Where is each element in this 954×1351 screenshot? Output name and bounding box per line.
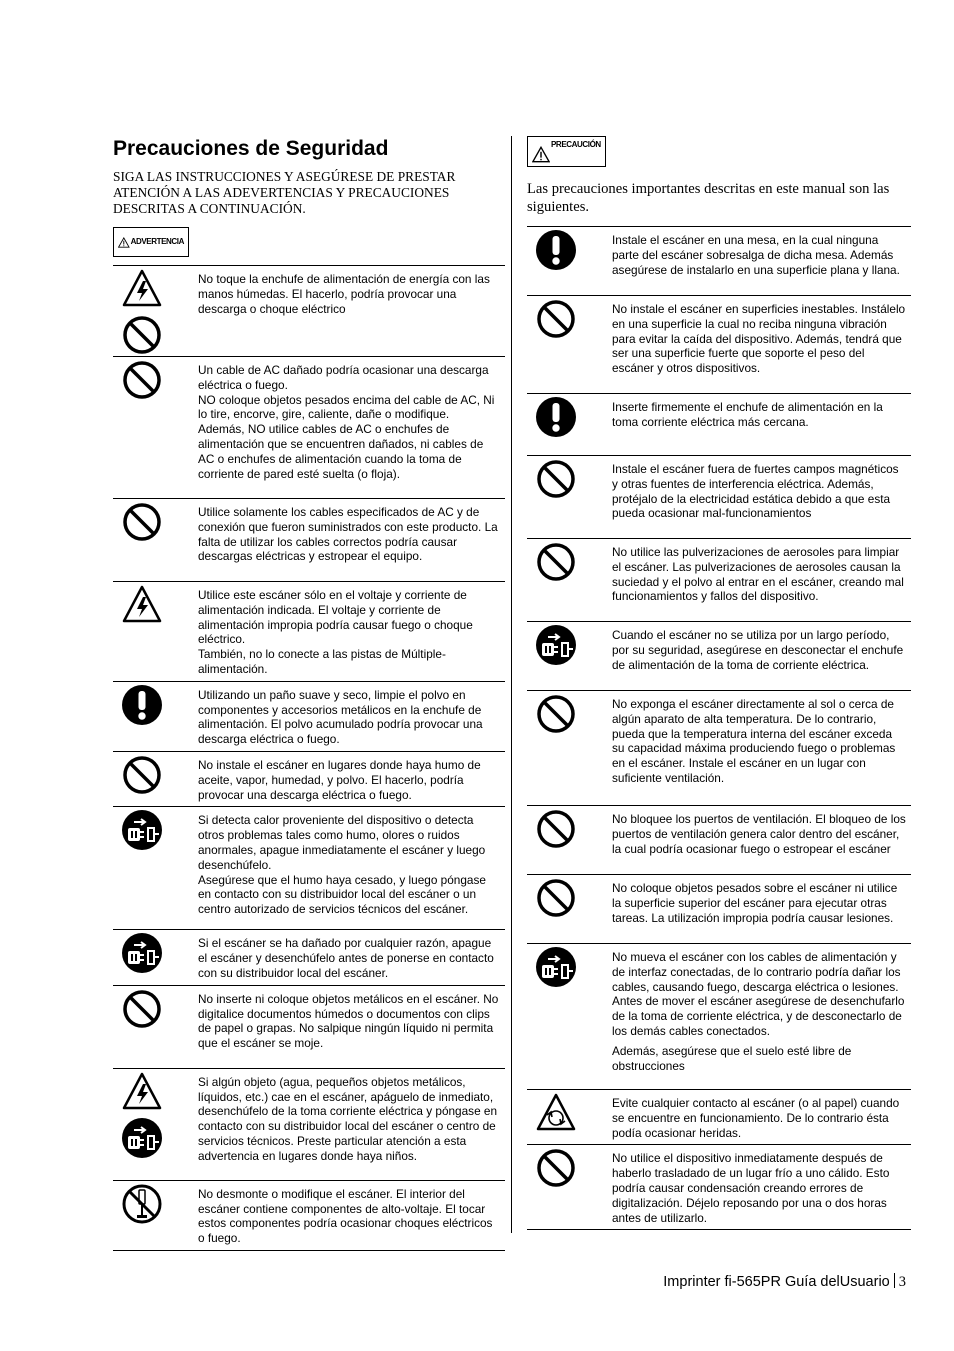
caution-paragraph: Instale el escáner fuera de fuertes campos magnéticos y otras fuentes de interferencia eléctrica. Además, protéjalo de la electricidad estática debido a que esta pueda ocasionar mal-funcionamientos — [612, 462, 899, 521]
warning-row-text — [198, 930, 505, 984]
caution-paragraph: Además, asegúrese que el suelo esté libre de obstrucciones — [612, 1043, 852, 1073]
caution-row-text — [612, 806, 911, 874]
warning-row-text — [198, 266, 505, 356]
caution-paragraph: No mueva el escáner con los cables de alimentación y de interfaz conectadas, de lo contrario podría dañar los cables, causando fuego, descarga eléctrica o lesiones. Antes de mover el escáner asegúrese de desenchufarlo de la toma de corriente eléctrica, y de desconectarlo de los demás cables conectados. — [612, 950, 905, 1038]
page-title: Precauciones de Seguridad — [113, 137, 389, 160]
footer-title: Imprinter fi-565PR Guía delUsuario — [663, 1274, 890, 1290]
page-footer — [663, 1273, 906, 1291]
caution-row-icons — [527, 296, 612, 393]
caution-row-icons — [527, 806, 612, 874]
caution-paragraph: No instale el escáner en superficies inestables. Instálelo en una superficie la cual no reciba ninguna vibración para evitar la caída del dispositivo. Además, tendrá que ser una superficie fuerte que soporte el peso del escáner y otros dispositivos. — [612, 302, 906, 376]
warning-paragraph: Utilice solamente los cables especificados de AC y de conexión que fueron suministrados con este producto. La falta de utilizar los cables correctos podría causar descargas eléctricas y estropear el equipo. — [198, 505, 498, 564]
caution-paragraph: Evite cualquier contacto al escáner (o al papel) cuando se encuentre en funcionamiento. De lo contrario ésta podía ocasionar heridas. — [612, 1096, 900, 1140]
warning-row-text — [198, 986, 505, 1068]
caution-row-text — [612, 691, 911, 805]
prohibited-icon — [535, 1147, 577, 1189]
warning-row-text — [198, 499, 505, 581]
page-number: 3 — [898, 1274, 906, 1290]
warning-label-text: ADVERTENCIA — [130, 237, 184, 246]
caution-row — [527, 394, 911, 456]
caution-row-icons — [527, 394, 612, 455]
warning-row — [113, 752, 505, 807]
shock-icon — [121, 268, 163, 310]
prohibited-icon — [121, 501, 163, 543]
caution-row — [527, 622, 911, 691]
caution-row-icons — [527, 1145, 612, 1229]
caution-row — [527, 875, 911, 944]
prohibited-icon — [535, 298, 577, 340]
footer-separator — [894, 1273, 895, 1288]
prohibited-icon — [121, 754, 163, 796]
caution-row-text — [612, 1090, 911, 1144]
caution-paragraph: Instale el escáner en una mesa, en la cual ninguna parte del escáner sobresalga de dicha mesa. Además asegúrese de instalarlo en una superficie plana y llana. — [612, 233, 900, 277]
caution-paragraph: No utilice las pulverizaciones de aerosoles para limpiar el escáner. Las pulverizaciones de aerosoles causan la suciedad y el polvo al entrar en el escáner, creando mal funcionamientos y fallos del dispositivo. — [612, 545, 904, 604]
caution-row-icons — [527, 622, 612, 690]
warning-row — [113, 1181, 505, 1251]
caution-row-text — [612, 944, 911, 1089]
caution-row — [527, 296, 911, 394]
prohibited-icon — [121, 314, 163, 356]
caution-row — [527, 944, 911, 1090]
warnings-table — [113, 265, 505, 1251]
mandatory-icon — [121, 684, 163, 726]
warning-row-text — [198, 357, 505, 498]
warning-row-icons — [113, 1069, 198, 1180]
warning-row-icons — [113, 357, 198, 498]
warning-row-icons — [113, 986, 198, 1068]
warning-row — [113, 1069, 505, 1181]
caution-row — [527, 691, 911, 806]
unplug-icon — [535, 946, 577, 988]
warning-paragraph: Utilice este escáner sólo en el voltaje y corriente de alimentación indicada. El voltaje y corriente de alimentación impropia podría causar fuego o choque eléctrico. — [198, 588, 473, 647]
caution-row-text — [612, 622, 911, 690]
warning-paragraph: Utilizando un paño suave y seco, limpie el polvo en componentes y accesorios metálicos en la enchufe de alimentación. El polvo acumulado podría provocar una descarga eléctrica o fuego. — [198, 687, 483, 747]
warning-row-icons — [113, 807, 198, 929]
caution-row-text — [612, 875, 911, 943]
prohibited-icon — [121, 359, 163, 401]
shock-icon — [121, 584, 163, 626]
caution-triangle-icon — [532, 146, 550, 163]
caution-row-text — [612, 394, 911, 455]
caution-row-icons — [527, 539, 612, 621]
caution-row — [527, 227, 911, 296]
caution-paragraph: Cuando el escáner no se utiliza por un largo período, por su seguridad, asegúrese en desconectar el enchufe de alimentación de la toma de corriente eléctrica. — [612, 628, 904, 672]
unplug-icon — [121, 932, 163, 974]
caution-intro-text: Las precauciones importantes descritas en este manual son las siguientes. — [527, 181, 890, 215]
warning-triangle-icon — [118, 234, 130, 251]
warning-paragraph: Además, NO utilice cables de AC o enchufes de alimentación que se encuentren dañados, ni cables de AC o enchufes de alimentación cuando la toma de corriente de pared esté suelta (o floja). — [198, 422, 484, 481]
warning-row-icons — [113, 930, 198, 984]
warning-label — [113, 227, 189, 257]
caution-paragraph: No bloquee los puertos de ventilación. El bloqueo de los puertos de ventilación genera calor dentro del escáner, la cual podría ocasionar fuego o estropear el escáner — [612, 812, 906, 856]
caution-label-text: PRECAUCIÓN — [551, 140, 601, 149]
caution-row-icons — [527, 1090, 612, 1144]
prohibited-icon — [535, 877, 577, 919]
caution-paragraph: No utilice el dispositivo inmediatamente después de haberlo trasladado de un lugar frío a uno cálido. Esto podría causar condensación creando errores de digitalización. Déjelo reposando por una o dos horas antes de utilizarlo. — [612, 1151, 890, 1225]
caution-row-icons — [527, 691, 612, 805]
warning-row — [113, 266, 505, 357]
warning-row — [113, 682, 505, 752]
intro-text: SIGA LAS INSTRUCCIONES Y ASEGÚRESE DE PRESTAR ATENCIÓN A LAS ADEVERTENCIAS Y PRECAUCIONES DESCRITAS A CONTINUACIÓN. — [113, 169, 456, 216]
caution-row — [527, 1145, 911, 1230]
caution-paragraph: No exponga el escáner directamente al sol o cerca de algún aparato de alta temperatura. De lo contrario, pueda que la temperatura interna del escáner exceda su capacidad máxima produciendo fuego o problemas en el escáner. Instale el escáner en un lugar con suficiente ventilación. — [612, 697, 896, 785]
no-disassemble-icon — [121, 1183, 163, 1225]
caution-row-icons — [527, 944, 612, 1089]
warning-row-text — [198, 1181, 505, 1250]
warning-row — [113, 807, 505, 930]
warning-paragraph: Asegúrese que el humo haya cesado, y luego póngase en contacto con su distribuidor local del escáner o un centro autorizado de servicios técnicos del escáner. — [198, 872, 486, 917]
warning-row — [113, 582, 505, 682]
unplug-icon — [535, 624, 577, 666]
warning-row-icons — [113, 499, 198, 581]
warning-row-text — [198, 807, 505, 929]
warning-row-text — [198, 752, 505, 806]
warning-paragraph: NO coloque objetos pesados encima del cable de AC, Ni lo tire, encorve, gire, caliente, dañe o modifique. — [198, 392, 495, 422]
caution-paragraph: Inserte firmemente el enchufe de alimentación en la toma corriente eléctrica más cercana. — [612, 400, 883, 429]
warning-row — [113, 986, 505, 1069]
rotating-hazard-icon — [535, 1092, 577, 1134]
caution-row — [527, 456, 911, 539]
caution-row-text — [612, 539, 911, 621]
shock-icon — [121, 1071, 163, 1113]
caution-label — [527, 136, 606, 167]
warning-row-icons — [113, 752, 198, 806]
caution-row — [527, 539, 911, 622]
warning-paragraph: Un cable de AC dañado podría ocasionar una descarga eléctrica o fuego. — [198, 363, 489, 392]
warning-row-icons — [113, 266, 198, 356]
warning-row-icons — [113, 582, 198, 681]
caution-row-text — [612, 296, 911, 393]
caution-row-icons — [527, 456, 612, 538]
warning-paragraph: Si detecta calor proveniente del dispositivo o detecta otros problemas tales como humo, olores o ruidos anormales, apague inmediatamente el escáner y luego desenchúfelo. — [198, 813, 486, 872]
warning-paragraph: Si el escáner se ha dañado por cualquier razón, apague el escáner y desenchúfelo antes de ponerse en contacto con su distribuidor local del escáner. — [198, 936, 494, 980]
warning-row — [113, 499, 505, 582]
warning-row-text — [198, 1069, 505, 1180]
caution-row — [527, 806, 911, 875]
unplug-icon — [121, 809, 163, 851]
caution-paragraph: No coloque objetos pesados sobre el escáner ni utilice la superficie superior del escáner para ejecutar otras tareas. La utilización impropia podría causar lesiones. — [612, 881, 898, 925]
prohibited-icon — [535, 541, 577, 583]
caution-row — [527, 1090, 911, 1145]
warning-row — [113, 357, 505, 499]
unplug-icon — [121, 1117, 163, 1159]
warning-row-icons — [113, 682, 198, 751]
warning-row-icons — [113, 1181, 198, 1250]
caution-row-icons — [527, 227, 612, 295]
cautions-table — [527, 226, 911, 1230]
warning-row-text — [198, 682, 505, 751]
prohibited-icon — [535, 808, 577, 850]
caution-row-text — [612, 456, 911, 538]
prohibited-icon — [535, 693, 577, 735]
warning-paragraph: No instale el escáner en lugares donde haya humo de aceite, vapor, humedad, y polvo. El hacerlo, podría provocar una descarga eléctrica o fuego. — [198, 757, 481, 802]
prohibited-icon — [535, 458, 577, 500]
warning-row — [113, 930, 505, 985]
warning-paragraph: No desmonte o modifique el escáner. El interior del escáner contiene componentes de alto-voltaje. El tocar estos componentes podría ocasionar choques eléctricos o fuego. — [198, 1186, 493, 1246]
warning-paragraph: También, no lo conecte a las pistas de Múltiple-alimentación. — [198, 647, 446, 676]
right-column — [527, 136, 911, 1230]
column-divider — [511, 136, 512, 1233]
prohibited-icon — [121, 988, 163, 1030]
mandatory-icon — [535, 396, 577, 438]
mandatory-icon — [535, 229, 577, 271]
warning-paragraph: No toque la enchufe de alimentación de energía con las manos húmedas. El hacerlo, podría provocar una descarga o choque eléctrico — [198, 272, 490, 316]
left-column — [113, 136, 505, 1251]
caution-row-text — [612, 227, 911, 295]
caution-row-text — [612, 1145, 911, 1229]
warning-paragraph: No inserte ni coloque objetos metálicos en el escáner. No digitalice documentos húmedos o documentos con clips de papel o grapas. No salpique ningún líquido ni permita que el escáner se moje. — [198, 991, 499, 1051]
caution-row-icons — [527, 875, 612, 943]
warning-paragraph: Si algún objeto (agua, pequeños objetos metálicos, líquidos, etc.) cae en el escáner, apáguelo de inmediato, desenchúfelo de la toma corriente eléctrica y póngase en contacto con su distribuidor local del escáner o centro de servicios técnicos. Preste particular atención a esta advertencia en lugares donde haya niños. — [198, 1074, 498, 1163]
warning-row-text — [198, 582, 505, 681]
